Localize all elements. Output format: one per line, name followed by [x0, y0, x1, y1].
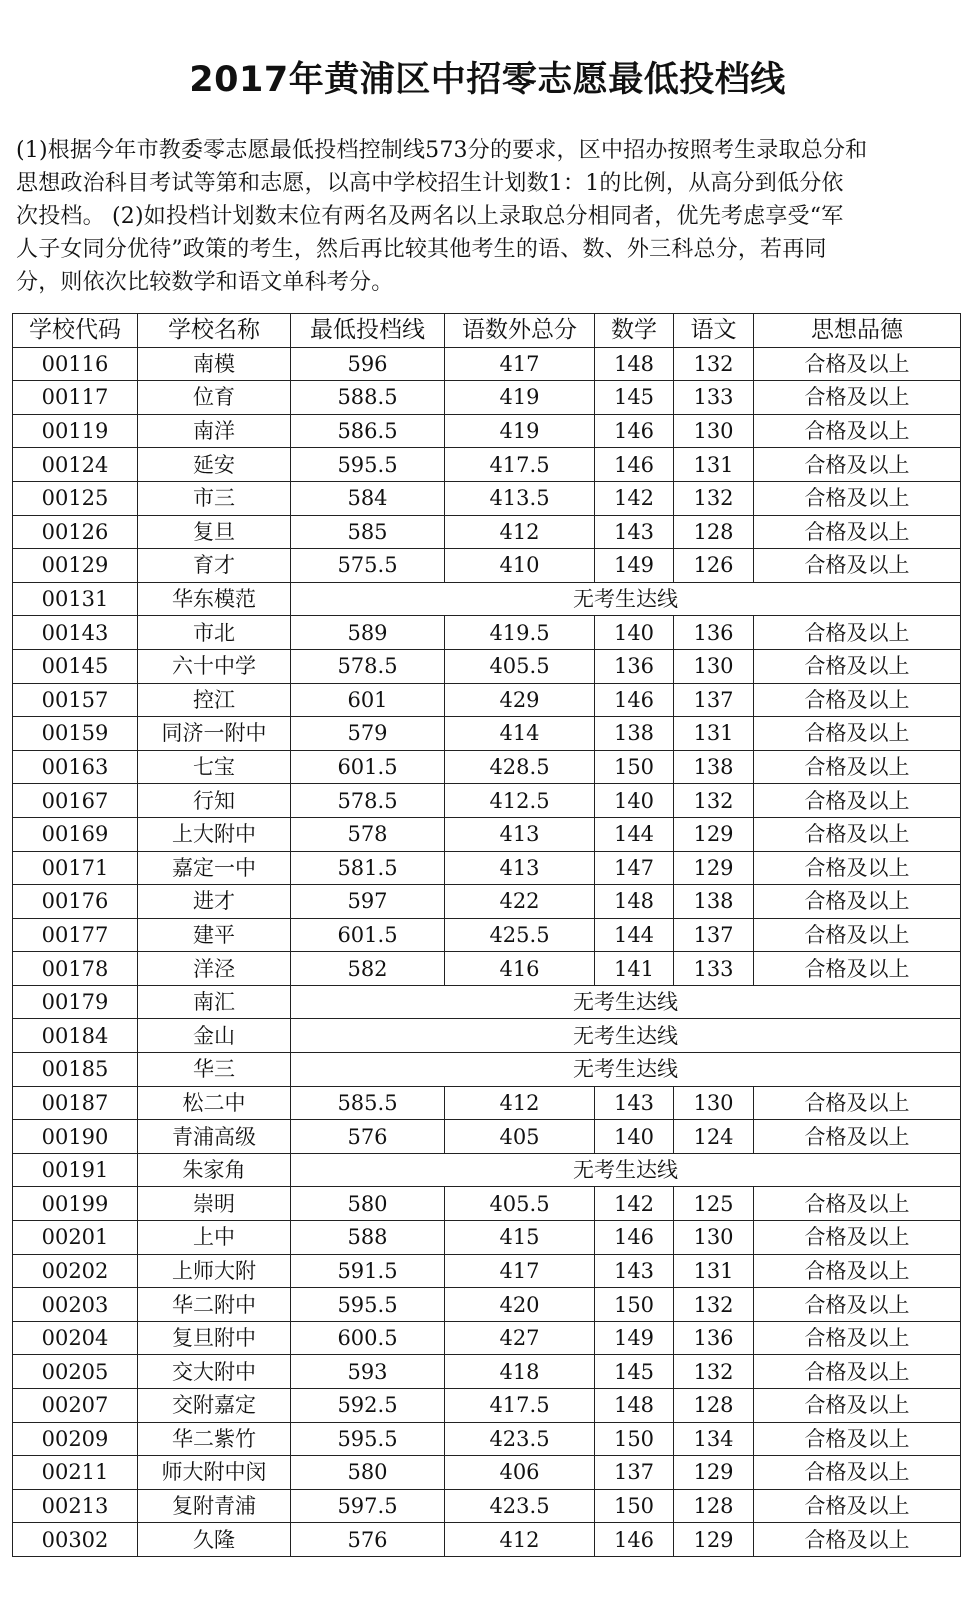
cell-school-code: 00302 [13, 1523, 138, 1557]
table-row [13, 347, 961, 381]
cell-school-name: 七宝 [138, 750, 291, 784]
table-row [13, 1389, 961, 1423]
cell-min-score: 578.5 [291, 649, 445, 683]
cell-three-subject-total: 427 [445, 1321, 595, 1355]
table-row [13, 1355, 961, 1389]
table-row [13, 683, 961, 717]
cell-min-score: 595.5 [291, 1422, 445, 1456]
cell-chinese: 130 [674, 414, 754, 448]
cell-school-code: 00187 [13, 1086, 138, 1120]
cell-school-code: 00117 [13, 381, 138, 415]
cell-chinese: 129 [674, 1456, 754, 1490]
cell-school-name: 上中 [138, 1221, 291, 1255]
table-row [13, 381, 961, 415]
cell-chinese: 131 [674, 448, 754, 482]
header-school-name: 学校名称 [138, 314, 291, 348]
cell-chinese: 132 [674, 347, 754, 381]
table-row [13, 1086, 961, 1120]
table-row [13, 1153, 961, 1187]
cell-school-name: 复旦 [138, 515, 291, 549]
cell-school-name: 师大附中闵 [138, 1456, 291, 1490]
cell-three-subject-total: 417.5 [445, 448, 595, 482]
table-row [13, 549, 961, 583]
cell-math: 146 [595, 448, 674, 482]
cell-min-score: 595.5 [291, 448, 445, 482]
cell-school-name: 延安 [138, 448, 291, 482]
cell-math: 146 [595, 683, 674, 717]
cell-math: 148 [595, 1389, 674, 1423]
cell-school-name: 华三 [138, 1053, 291, 1087]
cell-school-name: 南洋 [138, 414, 291, 448]
table-row [13, 1489, 961, 1523]
table-row [13, 750, 961, 784]
cell-school-code: 00204 [13, 1321, 138, 1355]
cell-min-score: 595.5 [291, 1288, 445, 1322]
cell-math: 150 [595, 1422, 674, 1456]
cell-math: 150 [595, 1288, 674, 1322]
header-school-code: 学校代码 [13, 314, 138, 348]
cell-three-subject-total: 417 [445, 347, 595, 381]
cell-three-subject-total: 405 [445, 1120, 595, 1154]
table-row [13, 1053, 961, 1087]
cell-school-name: 华二附中 [138, 1288, 291, 1322]
cell-school-name: 洋泾 [138, 952, 291, 986]
cell-min-score: 601.5 [291, 918, 445, 952]
cell-school-name: 崇明 [138, 1187, 291, 1221]
cell-moral: 合格及以上 [754, 1523, 961, 1557]
cell-math: 140 [595, 616, 674, 650]
cell-min-score: 576 [291, 1523, 445, 1557]
cell-school-code: 00177 [13, 918, 138, 952]
cell-school-code: 00119 [13, 414, 138, 448]
table-row [13, 414, 961, 448]
cell-min-score: 581.5 [291, 851, 445, 885]
cell-moral: 合格及以上 [754, 885, 961, 919]
cell-min-score: 576 [291, 1120, 445, 1154]
table-row [13, 1456, 961, 1490]
table-row [13, 1120, 961, 1154]
cell-three-subject-total: 428.5 [445, 750, 595, 784]
cell-school-name: 六十中学 [138, 649, 291, 683]
cell-school-name: 复附青浦 [138, 1489, 291, 1523]
cell-chinese: 138 [674, 885, 754, 919]
cell-three-subject-total: 414 [445, 717, 595, 751]
table-row [13, 952, 961, 986]
cell-moral: 合格及以上 [754, 1288, 961, 1322]
cell-math: 148 [595, 885, 674, 919]
intro-line: 次投档。 (2)如投档计划数末位有两名及两名以上录取总分相同者，优先考虑享受“军 [16, 204, 844, 229]
cell-school-name: 市三 [138, 481, 291, 515]
cell-moral: 合格及以上 [754, 817, 961, 851]
cell-three-subject-total: 418 [445, 1355, 595, 1389]
cell-school-code: 00167 [13, 784, 138, 818]
cell-school-name: 位育 [138, 381, 291, 415]
cell-school-code: 00211 [13, 1456, 138, 1490]
cell-three-subject-total: 412 [445, 1086, 595, 1120]
page-title: 2017年黄浦区中招零志愿最低投档线 [189, 60, 786, 100]
cell-moral: 合格及以上 [754, 952, 961, 986]
cell-moral: 合格及以上 [754, 717, 961, 751]
cell-school-name: 育才 [138, 549, 291, 583]
table-row [13, 885, 961, 919]
cell-school-name: 交大附中 [138, 1355, 291, 1389]
table-row [13, 717, 961, 751]
cell-chinese: 136 [674, 616, 754, 650]
cell-moral: 合格及以上 [754, 515, 961, 549]
cell-moral: 合格及以上 [754, 1120, 961, 1154]
cell-min-score: 596 [291, 347, 445, 381]
cell-chinese: 132 [674, 481, 754, 515]
cell-chinese: 129 [674, 851, 754, 885]
cell-school-name: 进才 [138, 885, 291, 919]
cell-school-name: 交附嘉定 [138, 1389, 291, 1423]
cell-chinese: 130 [674, 1086, 754, 1120]
table-row [13, 448, 961, 482]
cell-school-code: 00145 [13, 649, 138, 683]
cell-math: 147 [595, 851, 674, 885]
cell-moral: 合格及以上 [754, 649, 961, 683]
cell-chinese: 128 [674, 515, 754, 549]
cell-math: 149 [595, 1321, 674, 1355]
cell-school-code: 00178 [13, 952, 138, 986]
intro-paragraph [16, 134, 956, 299]
header-three-subject-total: 语数外总分 [445, 314, 595, 348]
cell-math: 146 [595, 1523, 674, 1557]
table-body [13, 347, 961, 1556]
cell-moral: 合格及以上 [754, 1355, 961, 1389]
cell-school-code: 00184 [13, 1019, 138, 1053]
cell-chinese: 136 [674, 1321, 754, 1355]
cell-school-code: 00171 [13, 851, 138, 885]
cell-min-score: 578 [291, 817, 445, 851]
header-math: 数学 [595, 314, 674, 348]
cell-moral: 合格及以上 [754, 448, 961, 482]
cell-school-code: 00202 [13, 1254, 138, 1288]
cell-school-name: 华东模范 [138, 582, 291, 616]
cell-moral: 合格及以上 [754, 851, 961, 885]
cell-three-subject-total: 406 [445, 1456, 595, 1490]
cell-min-score: 580 [291, 1187, 445, 1221]
cell-school-name: 上师大附 [138, 1254, 291, 1288]
cell-moral: 合格及以上 [754, 683, 961, 717]
cell-three-subject-total: 425.5 [445, 918, 595, 952]
intro-line: 人子女同分优待”政策的考生，然后再比较其他考生的语、数、外三科总分，若再同 [16, 237, 827, 262]
cell-math: 137 [595, 1456, 674, 1490]
cell-math: 150 [595, 750, 674, 784]
cell-moral: 合格及以上 [754, 481, 961, 515]
cell-moral: 合格及以上 [754, 347, 961, 381]
cell-school-code: 00157 [13, 683, 138, 717]
cell-math: 149 [595, 549, 674, 583]
cell-chinese: 129 [674, 817, 754, 851]
cell-moral: 合格及以上 [754, 616, 961, 650]
cell-chinese: 130 [674, 1221, 754, 1255]
cell-school-name: 青浦高级 [138, 1120, 291, 1154]
cell-school-code: 00209 [13, 1422, 138, 1456]
cell-moral: 合格及以上 [754, 1321, 961, 1355]
cell-school-name: 上大附中 [138, 817, 291, 851]
cell-school-code: 00159 [13, 717, 138, 751]
cell-math: 146 [595, 1221, 674, 1255]
cell-math: 143 [595, 515, 674, 549]
cell-moral: 合格及以上 [754, 1422, 961, 1456]
cell-min-score: 582 [291, 952, 445, 986]
cell-chinese: 134 [674, 1422, 754, 1456]
cell-three-subject-total: 422 [445, 885, 595, 919]
cell-chinese: 124 [674, 1120, 754, 1154]
cell-chinese: 131 [674, 1254, 754, 1288]
cell-school-code: 00163 [13, 750, 138, 784]
cell-min-score: 600.5 [291, 1321, 445, 1355]
table-row [13, 481, 961, 515]
cell-math: 140 [595, 1120, 674, 1154]
cell-min-score: 593 [291, 1355, 445, 1389]
cell-chinese: 129 [674, 1523, 754, 1557]
cell-moral: 合格及以上 [754, 1489, 961, 1523]
cell-chinese: 125 [674, 1187, 754, 1221]
cell-chinese: 126 [674, 549, 754, 583]
intro-line: (1)根据今年市教委零志愿最低投档控制线573分的要求，区中招办按照考生录取总分和 [16, 138, 868, 163]
cell-math: 140 [595, 784, 674, 818]
intro-line: 思想政治科目考试等第和志愿，以高中学校招生计划数1：1的比例，从高分到低分依 [16, 171, 844, 196]
cell-school-code: 00129 [13, 549, 138, 583]
cell-school-name: 朱家角 [138, 1153, 291, 1187]
cell-moral: 合格及以上 [754, 1187, 961, 1221]
cell-three-subject-total: 419 [445, 381, 595, 415]
table-row [13, 1288, 961, 1322]
cell-chinese: 133 [674, 381, 754, 415]
header-moral: 思想品德 [754, 314, 961, 348]
cell-chinese: 128 [674, 1489, 754, 1523]
cell-no-admission-note: 无考生达线 [291, 985, 961, 1019]
cell-school-code: 00126 [13, 515, 138, 549]
cell-school-name: 南模 [138, 347, 291, 381]
cell-school-code: 00201 [13, 1221, 138, 1255]
cell-min-score: 597.5 [291, 1489, 445, 1523]
cell-moral: 合格及以上 [754, 1086, 961, 1120]
cell-min-score: 601.5 [291, 750, 445, 784]
table-row [13, 918, 961, 952]
cell-school-name: 华二紫竹 [138, 1422, 291, 1456]
cell-min-score: 601 [291, 683, 445, 717]
cell-chinese: 128 [674, 1389, 754, 1423]
cell-moral: 合格及以上 [754, 381, 961, 415]
cell-school-name: 市北 [138, 616, 291, 650]
cell-math: 143 [595, 1086, 674, 1120]
table-row [13, 1221, 961, 1255]
cell-three-subject-total: 410 [445, 549, 595, 583]
cell-school-code: 00205 [13, 1355, 138, 1389]
cell-min-score: 585 [291, 515, 445, 549]
cell-three-subject-total: 412 [445, 515, 595, 549]
table-header-row [13, 314, 961, 348]
cell-school-code: 00179 [13, 985, 138, 1019]
cell-school-name: 松二中 [138, 1086, 291, 1120]
cell-three-subject-total: 423.5 [445, 1422, 595, 1456]
cell-min-score: 585.5 [291, 1086, 445, 1120]
score-table [12, 313, 961, 1557]
header-chinese: 语文 [674, 314, 754, 348]
cell-math: 150 [595, 1489, 674, 1523]
cell-min-score: 580 [291, 1456, 445, 1490]
cell-min-score: 575.5 [291, 549, 445, 583]
cell-school-name: 建平 [138, 918, 291, 952]
table-row [13, 1254, 961, 1288]
cell-chinese: 131 [674, 717, 754, 751]
cell-three-subject-total: 413 [445, 851, 595, 885]
cell-school-name: 久隆 [138, 1523, 291, 1557]
cell-school-name: 复旦附中 [138, 1321, 291, 1355]
cell-three-subject-total: 413.5 [445, 481, 595, 515]
cell-three-subject-total: 415 [445, 1221, 595, 1255]
cell-school-name: 金山 [138, 1019, 291, 1053]
cell-school-code: 00190 [13, 1120, 138, 1154]
cell-moral: 合格及以上 [754, 784, 961, 818]
intro-line: 分，则依次比较数学和语文单科考分。 [16, 270, 394, 295]
cell-school-code: 00176 [13, 885, 138, 919]
table-row [13, 851, 961, 885]
cell-min-score: 578.5 [291, 784, 445, 818]
cell-chinese: 138 [674, 750, 754, 784]
table-row [13, 582, 961, 616]
cell-school-name: 嘉定一中 [138, 851, 291, 885]
cell-chinese: 137 [674, 683, 754, 717]
cell-chinese: 137 [674, 918, 754, 952]
cell-no-admission-note: 无考生达线 [291, 1019, 961, 1053]
cell-min-score: 591.5 [291, 1254, 445, 1288]
cell-moral: 合格及以上 [754, 1221, 961, 1255]
cell-three-subject-total: 413 [445, 817, 595, 851]
cell-moral: 合格及以上 [754, 1254, 961, 1288]
cell-three-subject-total: 429 [445, 683, 595, 717]
table-row [13, 1019, 961, 1053]
table-row [13, 616, 961, 650]
cell-three-subject-total: 405.5 [445, 1187, 595, 1221]
cell-math: 138 [595, 717, 674, 751]
cell-school-code: 00143 [13, 616, 138, 650]
cell-moral: 合格及以上 [754, 1456, 961, 1490]
cell-min-score: 597 [291, 885, 445, 919]
cell-three-subject-total: 420 [445, 1288, 595, 1322]
cell-moral: 合格及以上 [754, 918, 961, 952]
cell-math: 145 [595, 381, 674, 415]
cell-min-score: 579 [291, 717, 445, 751]
cell-math: 144 [595, 918, 674, 952]
cell-school-code: 00116 [13, 347, 138, 381]
cell-math: 145 [595, 1355, 674, 1389]
cell-chinese: 132 [674, 1288, 754, 1322]
cell-moral: 合格及以上 [754, 1389, 961, 1423]
table-row [13, 515, 961, 549]
table-row [13, 817, 961, 851]
table-row [13, 1422, 961, 1456]
cell-chinese: 132 [674, 1355, 754, 1389]
cell-chinese: 130 [674, 649, 754, 683]
cell-three-subject-total: 412 [445, 1523, 595, 1557]
cell-school-code: 00203 [13, 1288, 138, 1322]
cell-chinese: 132 [674, 784, 754, 818]
table-row [13, 649, 961, 683]
cell-three-subject-total: 417 [445, 1254, 595, 1288]
cell-moral: 合格及以上 [754, 549, 961, 583]
table-row [13, 1187, 961, 1221]
cell-moral: 合格及以上 [754, 750, 961, 784]
cell-school-code: 00124 [13, 448, 138, 482]
cell-school-code: 00185 [13, 1053, 138, 1087]
cell-school-code: 00213 [13, 1489, 138, 1523]
cell-moral: 合格及以上 [754, 414, 961, 448]
cell-math: 136 [595, 649, 674, 683]
cell-math: 146 [595, 414, 674, 448]
cell-math: 144 [595, 817, 674, 851]
cell-school-name: 同济一附中 [138, 717, 291, 751]
cell-no-admission-note: 无考生达线 [291, 582, 961, 616]
cell-min-score: 588 [291, 1221, 445, 1255]
cell-three-subject-total: 419 [445, 414, 595, 448]
cell-school-name: 南汇 [138, 985, 291, 1019]
cell-min-score: 584 [291, 481, 445, 515]
cell-three-subject-total: 419.5 [445, 616, 595, 650]
cell-min-score: 586.5 [291, 414, 445, 448]
cell-school-name: 控江 [138, 683, 291, 717]
cell-math: 143 [595, 1254, 674, 1288]
header-min-score: 最低投档线 [291, 314, 445, 348]
cell-three-subject-total: 405.5 [445, 649, 595, 683]
cell-math: 142 [595, 481, 674, 515]
cell-min-score: 589 [291, 616, 445, 650]
cell-min-score: 588.5 [291, 381, 445, 415]
cell-math: 148 [595, 347, 674, 381]
cell-math: 142 [595, 1187, 674, 1221]
cell-math: 141 [595, 952, 674, 986]
cell-no-admission-note: 无考生达线 [291, 1053, 961, 1087]
cell-three-subject-total: 423.5 [445, 1489, 595, 1523]
cell-chinese: 133 [674, 952, 754, 986]
table-row [13, 1523, 961, 1557]
cell-school-code: 00131 [13, 582, 138, 616]
cell-school-name: 行知 [138, 784, 291, 818]
cell-min-score: 592.5 [291, 1389, 445, 1423]
cell-no-admission-note: 无考生达线 [291, 1153, 961, 1187]
table-row [13, 1321, 961, 1355]
cell-three-subject-total: 417.5 [445, 1389, 595, 1423]
cell-three-subject-total: 416 [445, 952, 595, 986]
cell-school-code: 00169 [13, 817, 138, 851]
cell-school-code: 00125 [13, 481, 138, 515]
cell-school-code: 00199 [13, 1187, 138, 1221]
cell-school-code: 00191 [13, 1153, 138, 1187]
table-row [13, 985, 961, 1019]
cell-school-code: 00207 [13, 1389, 138, 1423]
table-row [13, 784, 961, 818]
cell-three-subject-total: 412.5 [445, 784, 595, 818]
